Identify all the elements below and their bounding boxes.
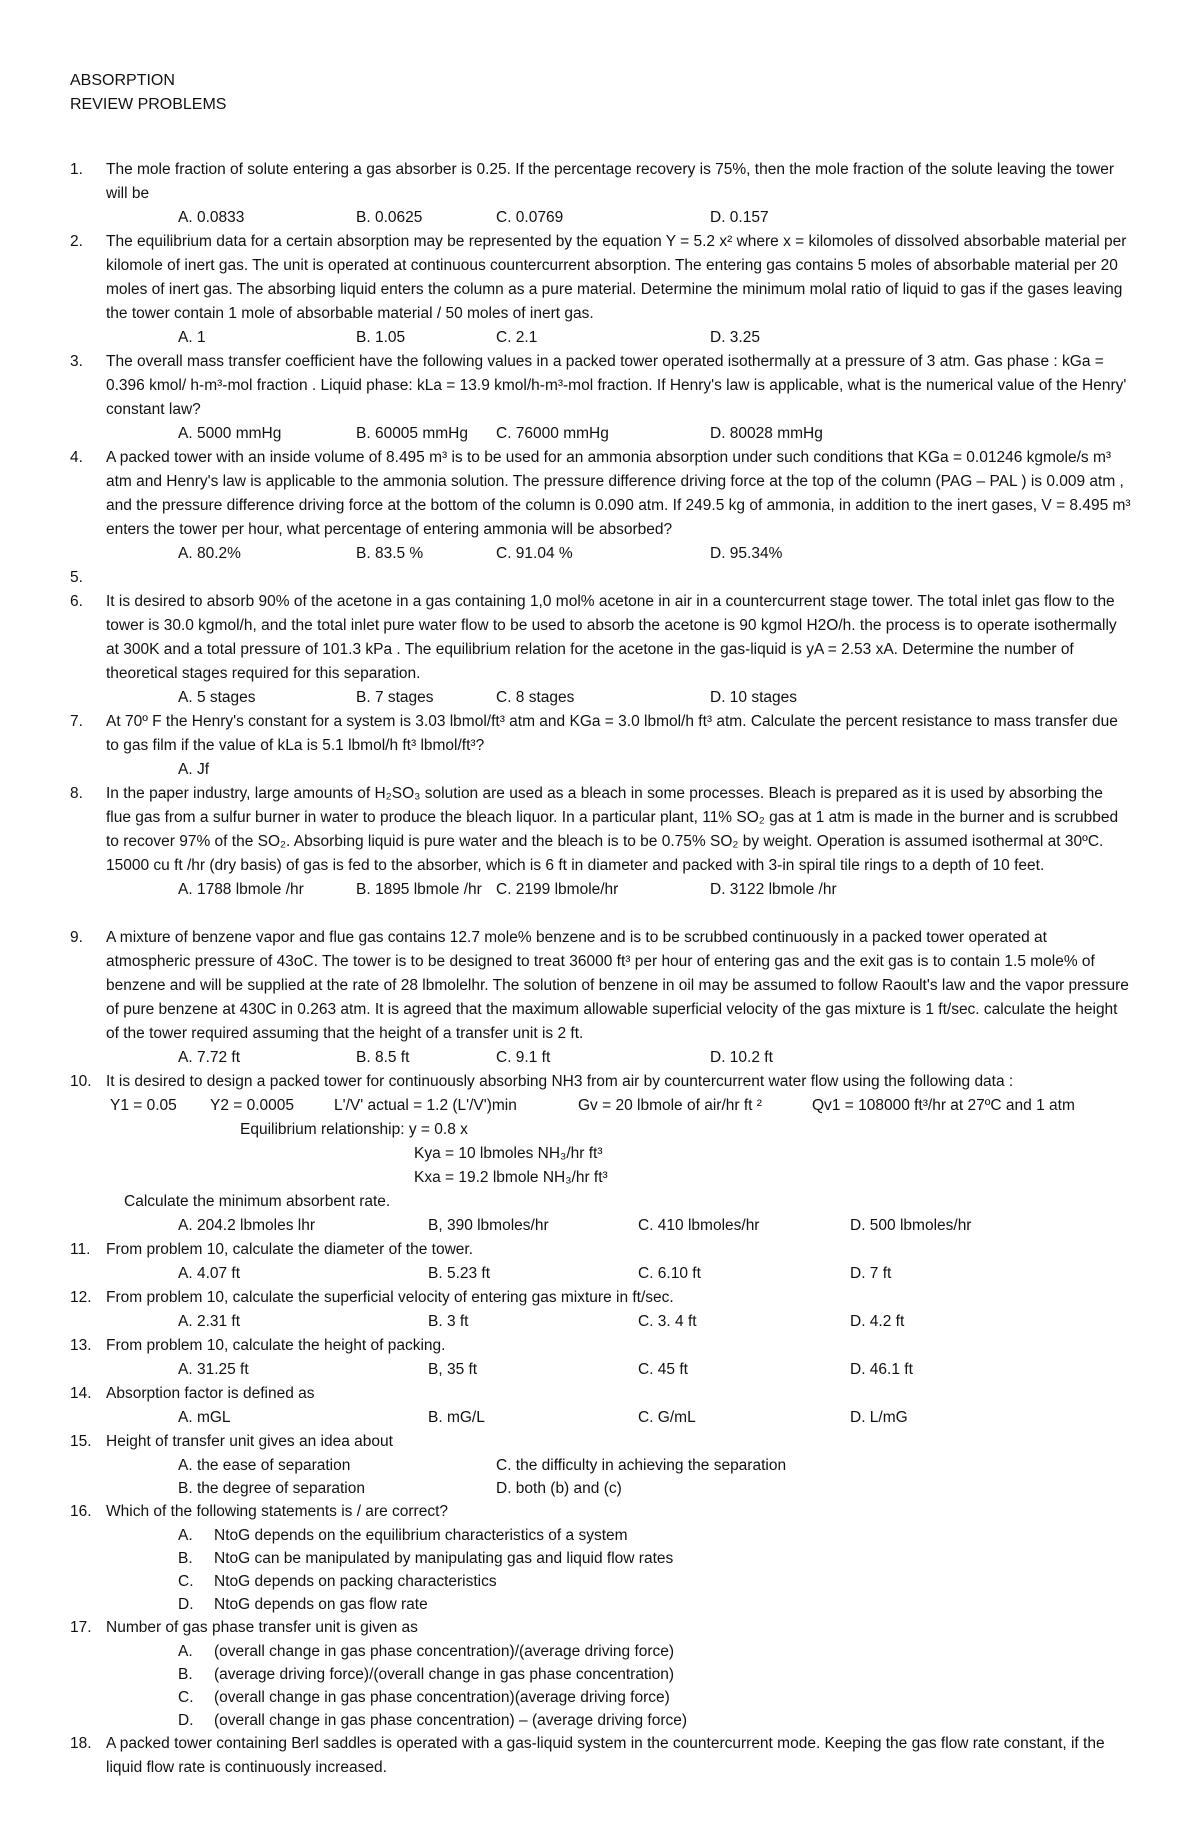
option-c: C. 6.10 ft <box>638 1265 701 1282</box>
sub-question: Calculate the minimum absorbent rate. <box>124 1193 391 1210</box>
question-number: 9. <box>70 929 83 946</box>
answer-options <box>178 1358 1132 1382</box>
option-d: D. 95.34% <box>710 545 783 562</box>
question-15 <box>70 1430 1132 1500</box>
option-a: A. 4.07 ft <box>178 1265 241 1282</box>
option-b: B, 35 ft <box>428 1361 478 1378</box>
option-d: D. 4.2 ft <box>850 1313 905 1330</box>
question-text: Absorption factor is defined as <box>106 1385 315 1402</box>
option-a: A. 80.2% <box>178 545 241 562</box>
question-10-options <box>70 1214 1132 1238</box>
question-number: 10. <box>70 1073 92 1090</box>
question-number: 15. <box>70 1433 92 1450</box>
document-subtitle: REVIEW PROBLEMS <box>70 96 227 113</box>
option-d: D. 10 stages <box>710 689 798 706</box>
choice-d <box>178 1709 1132 1732</box>
question-12 <box>70 1286 1132 1334</box>
given-data-row <box>70 1094 1132 1118</box>
question-13 <box>70 1334 1132 1382</box>
answer-options <box>178 1310 1132 1334</box>
option-a: A. 5 stages <box>178 689 256 706</box>
option-c: C. 91.04 % <box>496 545 573 562</box>
question-text: It is desired to design a packed tower for continuously absorbing NH3 from air by countercurrent water flow using the following data : <box>106 1073 1014 1090</box>
question-number: 11. <box>70 1241 91 1258</box>
question-text: From problem 10, calculate the height of packing. <box>106 1337 446 1354</box>
answer-options <box>178 206 1132 230</box>
option-d: D. 3.25 <box>710 329 760 346</box>
given-ratio: L'/V' actual = 1.2 (L'/V')min <box>334 1097 517 1114</box>
option-b: B. 83.5 % <box>356 545 424 562</box>
option-b: B. the degree of separation <box>178 1480 365 1497</box>
choice-d <box>178 1593 1132 1616</box>
answer-options <box>178 1214 1132 1238</box>
kya-value: Kya = 10 lbmoles NH₃/hr ft³ <box>414 1145 603 1162</box>
option-c: C. 45 ft <box>638 1361 688 1378</box>
question-7 <box>70 710 1132 782</box>
question-number: 16. <box>70 1503 92 1520</box>
question-1 <box>70 158 1132 230</box>
question-number: 8. <box>70 785 83 802</box>
choice-text: NtoG depends on packing characteristics <box>214 1573 497 1590</box>
choice-text: (overall change in gas phase concentration)/(average driving force) <box>214 1643 675 1660</box>
question-9 <box>70 926 1132 1070</box>
option-a: A. 1 <box>178 329 206 346</box>
given-qv1: Qv1 = 108000 ft³/hr at 27ºC and 1 atm <box>812 1097 1075 1114</box>
answer-options <box>178 878 1132 902</box>
question-14 <box>70 1382 1132 1430</box>
question-text: Which of the following statements is / are correct? <box>106 1503 449 1520</box>
question-5 <box>70 566 1132 590</box>
option-b: B. mG/L <box>428 1409 485 1426</box>
given-gv: Gv = 20 lbmole of air/hr ft ² <box>578 1097 762 1114</box>
option-c: C. 2199 lbmole/hr <box>496 881 619 898</box>
question-text: A packed tower with an inside volume of 8.495 m³ is to be used for an ammonia absorption under such conditions that KGa = 0.01246 kgmole/s m³ atm and Henry's law is applicable to the ammonia solution. The pressure difference driving force at the top of the column (PAG – PAL ) is 0.009 atm , and the pressure difference driving force at the bottom of the column is 0.090 atm. If 249.5 kg of ammonia, in addition to the inert gases, V = 8.495 m³ enters the tower per hour, what percentage of entering ammonia will be absorbed? <box>106 449 1131 538</box>
option-a: A. 5000 mmHg <box>178 425 282 442</box>
option-a: A. mGL <box>178 1409 231 1426</box>
question-number: 3. <box>70 353 83 370</box>
option-d: D. 80028 mmHg <box>710 425 823 442</box>
question-text: In the paper industry, large amounts of H₂SO₃ solution are used as a bleach in some processes. Bleach is prepared as it is used by absorbing the flue gas from a sulfur burner in water to produce the bleach liquor. In a particular plant, 11% SO₂ gas at 1 atm is made in the burner and is scrubbed to recover 97% of the SO₂. Absorbing liquid is pure water and the bleach is to be 0.75% SO₂ by weight. Operation is assumed isothermal at 30ºC. 15000 cu ft /hr (dry basis) of gas is fed to the absorber, which is 6 ft in diameter and packed with 3-in spiral tile rings to a depth of 10 feet. <box>106 785 1119 874</box>
option-b: B. 7 stages <box>356 689 434 706</box>
choice-label: C. <box>178 1689 194 1706</box>
answer-options <box>178 422 1132 446</box>
answer-options <box>178 1262 1132 1286</box>
option-d: D. both (b) and (c) <box>496 1480 622 1497</box>
choice-b <box>178 1547 1132 1570</box>
answer-options <box>178 1406 1132 1430</box>
option-c: C. 410 lbmoles/hr <box>638 1217 760 1234</box>
option-b: B. 8.5 ft <box>356 1049 410 1066</box>
question-number: 13. <box>70 1337 92 1354</box>
option-c: C. 3. 4 ft <box>638 1313 697 1330</box>
option-a: A. the ease of separation <box>178 1457 351 1474</box>
choice-label: A. <box>178 1527 193 1544</box>
question-number: 5. <box>70 569 83 586</box>
question-number: 1. <box>70 161 83 178</box>
question-text: A packed tower containing Berl saddles is operated with a gas-liquid system in the countercurrent mode. Keeping the gas flow rate constant, if the liquid flow rate is continuously increased. <box>106 1735 1105 1776</box>
choice-label: C. <box>178 1573 194 1590</box>
choice-text: NtoG can be manipulated by manipulating gas and liquid flow rates <box>214 1550 674 1567</box>
question-text: Height of transfer unit gives an idea about <box>106 1433 393 1450</box>
option-c: C. 76000 mmHg <box>496 425 609 442</box>
option-d: D. 7 ft <box>850 1265 892 1282</box>
question-number: 4. <box>70 449 83 466</box>
choice-text: NtoG depends on gas flow rate <box>214 1596 428 1613</box>
choice-label: B. <box>178 1550 193 1567</box>
answer-options <box>178 326 1132 350</box>
question-3 <box>70 350 1132 446</box>
choice-label: B. <box>178 1666 193 1683</box>
choice-label: D. <box>178 1596 194 1613</box>
question-text: From problem 10, calculate the diameter of the tower. <box>106 1241 474 1258</box>
question-8 <box>70 782 1132 902</box>
choice-label: D. <box>178 1712 194 1729</box>
given-y2: Y2 = 0.0005 <box>210 1097 295 1114</box>
question-number: 2. <box>70 233 83 250</box>
option-b: B. 1895 lbmole /hr <box>356 881 482 898</box>
document-title: ABSORPTION <box>70 72 175 89</box>
option-b: B. 1.05 <box>356 329 406 346</box>
question-text: Number of gas phase transfer unit is given as <box>106 1619 418 1636</box>
option-c: C. 2.1 <box>496 329 538 346</box>
choice-c <box>178 1570 1132 1593</box>
option-c: C. 0.0769 <box>496 209 564 226</box>
choice-label: A. <box>178 1643 193 1660</box>
question-text: A mixture of benzene vapor and flue gas contains 12.7 mole% benzene and is to be scrubbed continuously in a packed tower operated at atmospheric pressure of 43oC. The tower is to be designed to treat 36000 ft³ per hour of entering gas and the exit gas is to contain 1.5 mole% of benzene and will be supplied at the rate of 28 lbmolelhr. The solution of benzene in oil may be assumed to follow Raoult's law and the vapor pressure of pure benzene at 430C in 0.263 atm. It is agreed that the maximum allowable superficial velocity of the gas mixture is 1 ft/sec. calculate the height of the tower required assuming that the height of a transfer unit is 2 ft. <box>106 929 1129 1042</box>
option-row <box>70 1454 1132 1477</box>
answer-options <box>178 686 1132 710</box>
option-a: A. 2.31 ft <box>178 1313 241 1330</box>
option-a: A. 1788 lbmole /hr <box>178 881 304 898</box>
question-4 <box>70 446 1132 566</box>
option-b: B. 3 ft <box>428 1313 469 1330</box>
choice-text: (overall change in gas phase concentration) – (average driving force) <box>214 1712 688 1729</box>
choice-text: NtoG depends on the equilibrium characteristics of a system <box>214 1527 628 1544</box>
option-d: D. 0.157 <box>710 209 769 226</box>
given-y1: Y1 = 0.05 <box>110 1097 177 1114</box>
option-d: D. L/mG <box>850 1409 908 1426</box>
question-number: 14. <box>70 1385 92 1402</box>
option-a: A. 7.72 ft <box>178 1049 241 1066</box>
option-d: D. 500 lbmoles/hr <box>850 1217 972 1234</box>
choice-a <box>178 1524 1132 1547</box>
equilibrium-relationship: Equilibrium relationship: y = 0.8 x <box>240 1121 468 1138</box>
option-a: A. 204.2 lbmoles lhr <box>178 1217 315 1234</box>
question-text: From problem 10, calculate the superficial velocity of entering gas mixture in ft/sec. <box>106 1289 674 1306</box>
choice-a <box>178 1640 1132 1663</box>
answer-options <box>178 1046 1132 1070</box>
answer-options <box>178 758 1132 782</box>
question-2 <box>70 230 1132 350</box>
question-text: It is desired to absorb 90% of the acetone in a gas containing 1,0 mol% acetone in air in a countercurrent stage tower. The total inlet gas flow to the tower is 30.0 kgmol/h, and the total inlet pure water flow to be used to absorb the acetone is 90 kgmol H2O/h. the process is to operate isothermally at 300K and a total pressure of 101.3 kPa . The equilibrium relation for the acetone in the gas-liquid is yA = 2.53 xA. Determine the number of theoretical stages required for this separation. <box>106 593 1117 682</box>
option-d: D. 46.1 ft <box>850 1361 913 1378</box>
option-b: B. 0.0625 <box>356 209 423 226</box>
option-c: C. 9.1 ft <box>496 1049 551 1066</box>
option-row <box>70 1477 1132 1500</box>
answer-options <box>178 542 1132 566</box>
option-c: C. the difficulty in achieving the separation <box>496 1457 787 1474</box>
option-b: B. 5.23 ft <box>428 1265 491 1282</box>
question-number: 7. <box>70 713 83 730</box>
question-number: 6. <box>70 593 83 610</box>
question-text: At 70º F the Henry's constant for a system is 3.03 lbmol/ft³ atm and KGa = 3.0 lbmol/h ft³ atm. Calculate the percent resistance to mass transfer due to gas film if the value of kLa is 5.1 lbmol/h ft³ lbmol/ft³? <box>106 713 1118 754</box>
question-number: 18. <box>70 1735 92 1752</box>
option-a: A. 0.0833 <box>178 209 245 226</box>
kxa-value: Kxa = 19.2 lbmole NH₃/hr ft³ <box>414 1169 608 1186</box>
question-text: The mole fraction of solute entering a gas absorber is 0.25. If the percentage recovery is 75%, then the mole fraction of the solute leaving the tower will be <box>106 161 1115 202</box>
question-6 <box>70 590 1132 710</box>
question-18 <box>70 1732 1132 1780</box>
option-d: D. 10.2 ft <box>710 1049 773 1066</box>
choice-text: (average driving force)/(overall change in gas phase concentration) <box>214 1666 675 1683</box>
question-number: 12. <box>70 1289 92 1306</box>
question-17 <box>70 1616 1132 1732</box>
option-c: C. G/mL <box>638 1409 696 1426</box>
question-text: The equilibrium data for a certain absorption may be represented by the equation Y = 5.2 x² where x = kilomoles of dissolved absorbable material per kilomole of inert gas. The unit is operated at continuous countercurrent absorption. The entering gas contains 5 moles of absorbable material per 20 moles of inert gas. The absorbing liquid enters the column as a pure material. Determine the minimum molal ratio of liquid to gas if the gases leaving the tower contain 1 mole of absorbable material / 50 moles of inert gas. <box>106 233 1127 322</box>
question-10 <box>70 1070 1132 1118</box>
option-a: A. Jf <box>178 761 210 778</box>
option-c: C. 8 stages <box>496 689 575 706</box>
question-11 <box>70 1238 1132 1286</box>
question-number: 17. <box>70 1619 92 1636</box>
option-b: B. 60005 mmHg <box>356 425 468 442</box>
option-b: B, 390 lbmoles/hr <box>428 1217 549 1234</box>
question-text: The overall mass transfer coefficient have the following values in a packed tower operated isothermally at a pressure of 3 atm. Gas phase : kGa = 0.396 kmol/ h-m³-mol fraction . Liquid phase: kLa = 13.9 kmol/h-m³-mol fraction. If Henry's law is applicable, what is the numerical value of the Henry' constant law? <box>106 353 1127 418</box>
choice-c <box>178 1686 1132 1709</box>
question-16 <box>70 1500 1132 1616</box>
option-d: D. 3122 lbmole /hr <box>710 881 837 898</box>
choice-text: (overall change in gas phase concentration)(average driving force) <box>214 1689 670 1706</box>
choice-b <box>178 1663 1132 1686</box>
option-a: A. 31.25 ft <box>178 1361 249 1378</box>
